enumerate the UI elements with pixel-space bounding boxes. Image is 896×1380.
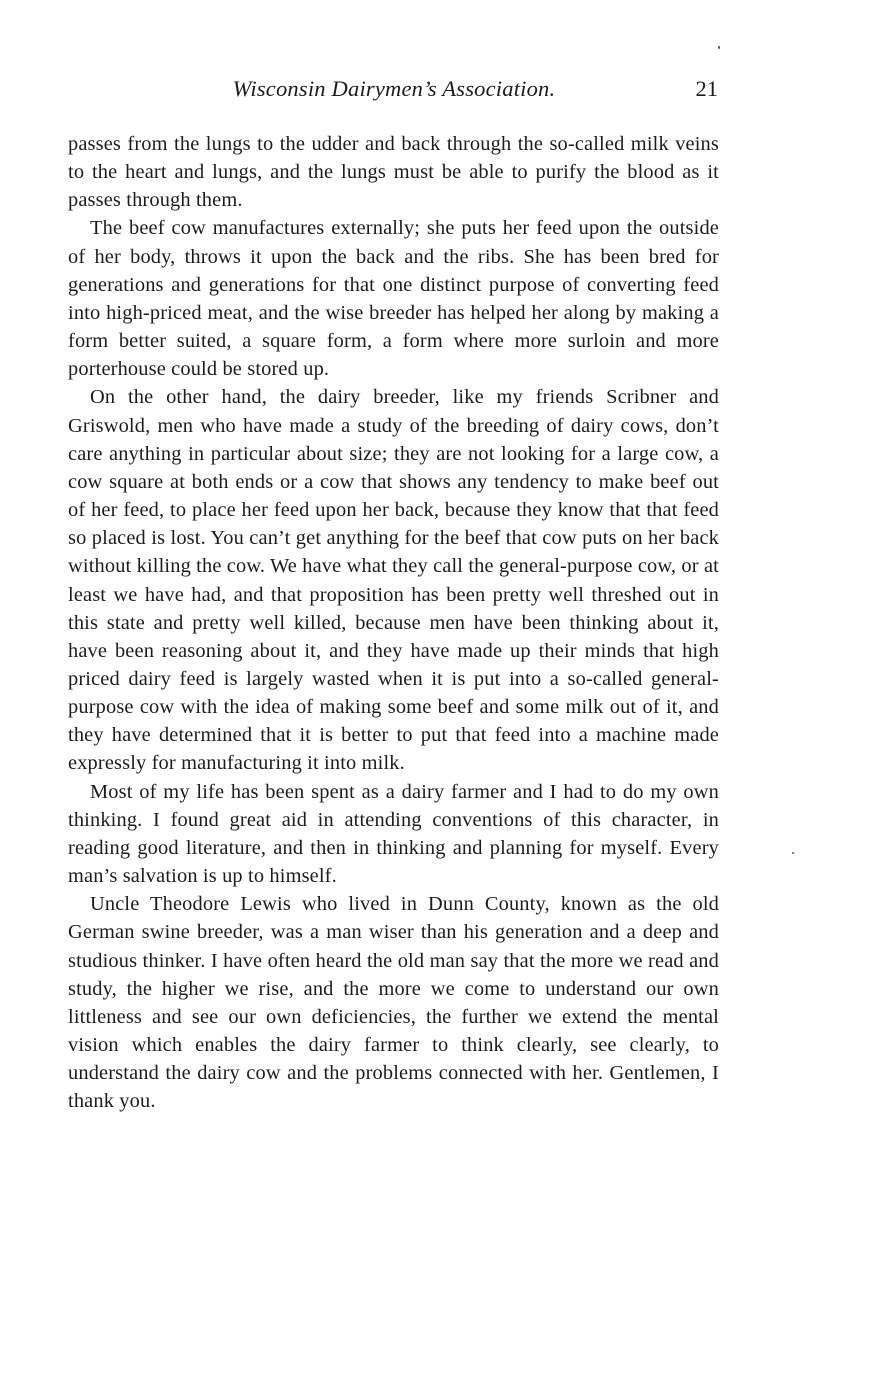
paragraph-1: passes from the lungs to the udder and back through the so-called milk veins to the heart and lungs, and the lungs must be able to purify the blood as it passes through them.	[68, 133, 719, 212]
paragraph-3: On the other hand, the dairy breeder, like my friends Scribner and Griswold, men who have made a study of the breeding of dairy cows, don’t care anything in particular about size; they are not looking for a large cow, a cow square at both ends or a cow that shows any tendency to make beef out of her feed, to place her feed upon her back, because they know that that feed so placed is lost. You can’t get anything for the beef that cow puts on her back without killing the cow. We have what they call the general-purpose cow, or at least we have had, and that proposition has been pretty well threshed out in this state and pretty well killed, because men have been thinking about it, have been reasoning about it, and they have made up their minds that high priced dairy feed is largely wasted when it is put into a so-called general-purpose cow with the idea of making some beef and some milk out of it, and they have determined that it is better to put that feed into a machine made expressly for manufacturing it into milk.	[68, 386, 719, 775]
print-speck	[718, 46, 720, 49]
paragraph-4: Most of my life has been spent as a dairy farmer and I had to do my own thinking. I found great aid in attending conventions of this character, in reading good literature, and then in thinking and planning for myself. Every man’s salvation is up to himself.	[68, 780, 719, 888]
page-number: 21	[695, 76, 718, 101]
print-speck	[792, 852, 794, 854]
running-title: Wisconsin Dairymen’s Association.	[232, 76, 556, 101]
body-text	[68, 130, 719, 1115]
paragraph-5: Uncle Theodore Lewis who lived in Dunn County, known as the old German swine breeder, was a man wiser than his generation and a deep and studious thinker. I have often heard the old man say that the more we read and study, the higher we rise, and the more we come to understand our own littleness and see our own deficiencies, the further we extend the mental vision which enables the dairy farmer to think clearly, see clearly, to understand the dairy cow and the problems connected with her. Gentlemen, I thank you.	[68, 893, 719, 1113]
paragraph-2: The beef cow manufactures externally; she puts her feed upon the outside of her body, throws it upon the back and the ribs. She has been bred for generations and generations for that one distinct purpose of converting feed into high-priced meat, and the wise breeder has helped her along by making a form better suited, a square form, a form where more surloin and more porterhouse could be stored up.	[68, 217, 719, 381]
running-head	[68, 76, 720, 110]
